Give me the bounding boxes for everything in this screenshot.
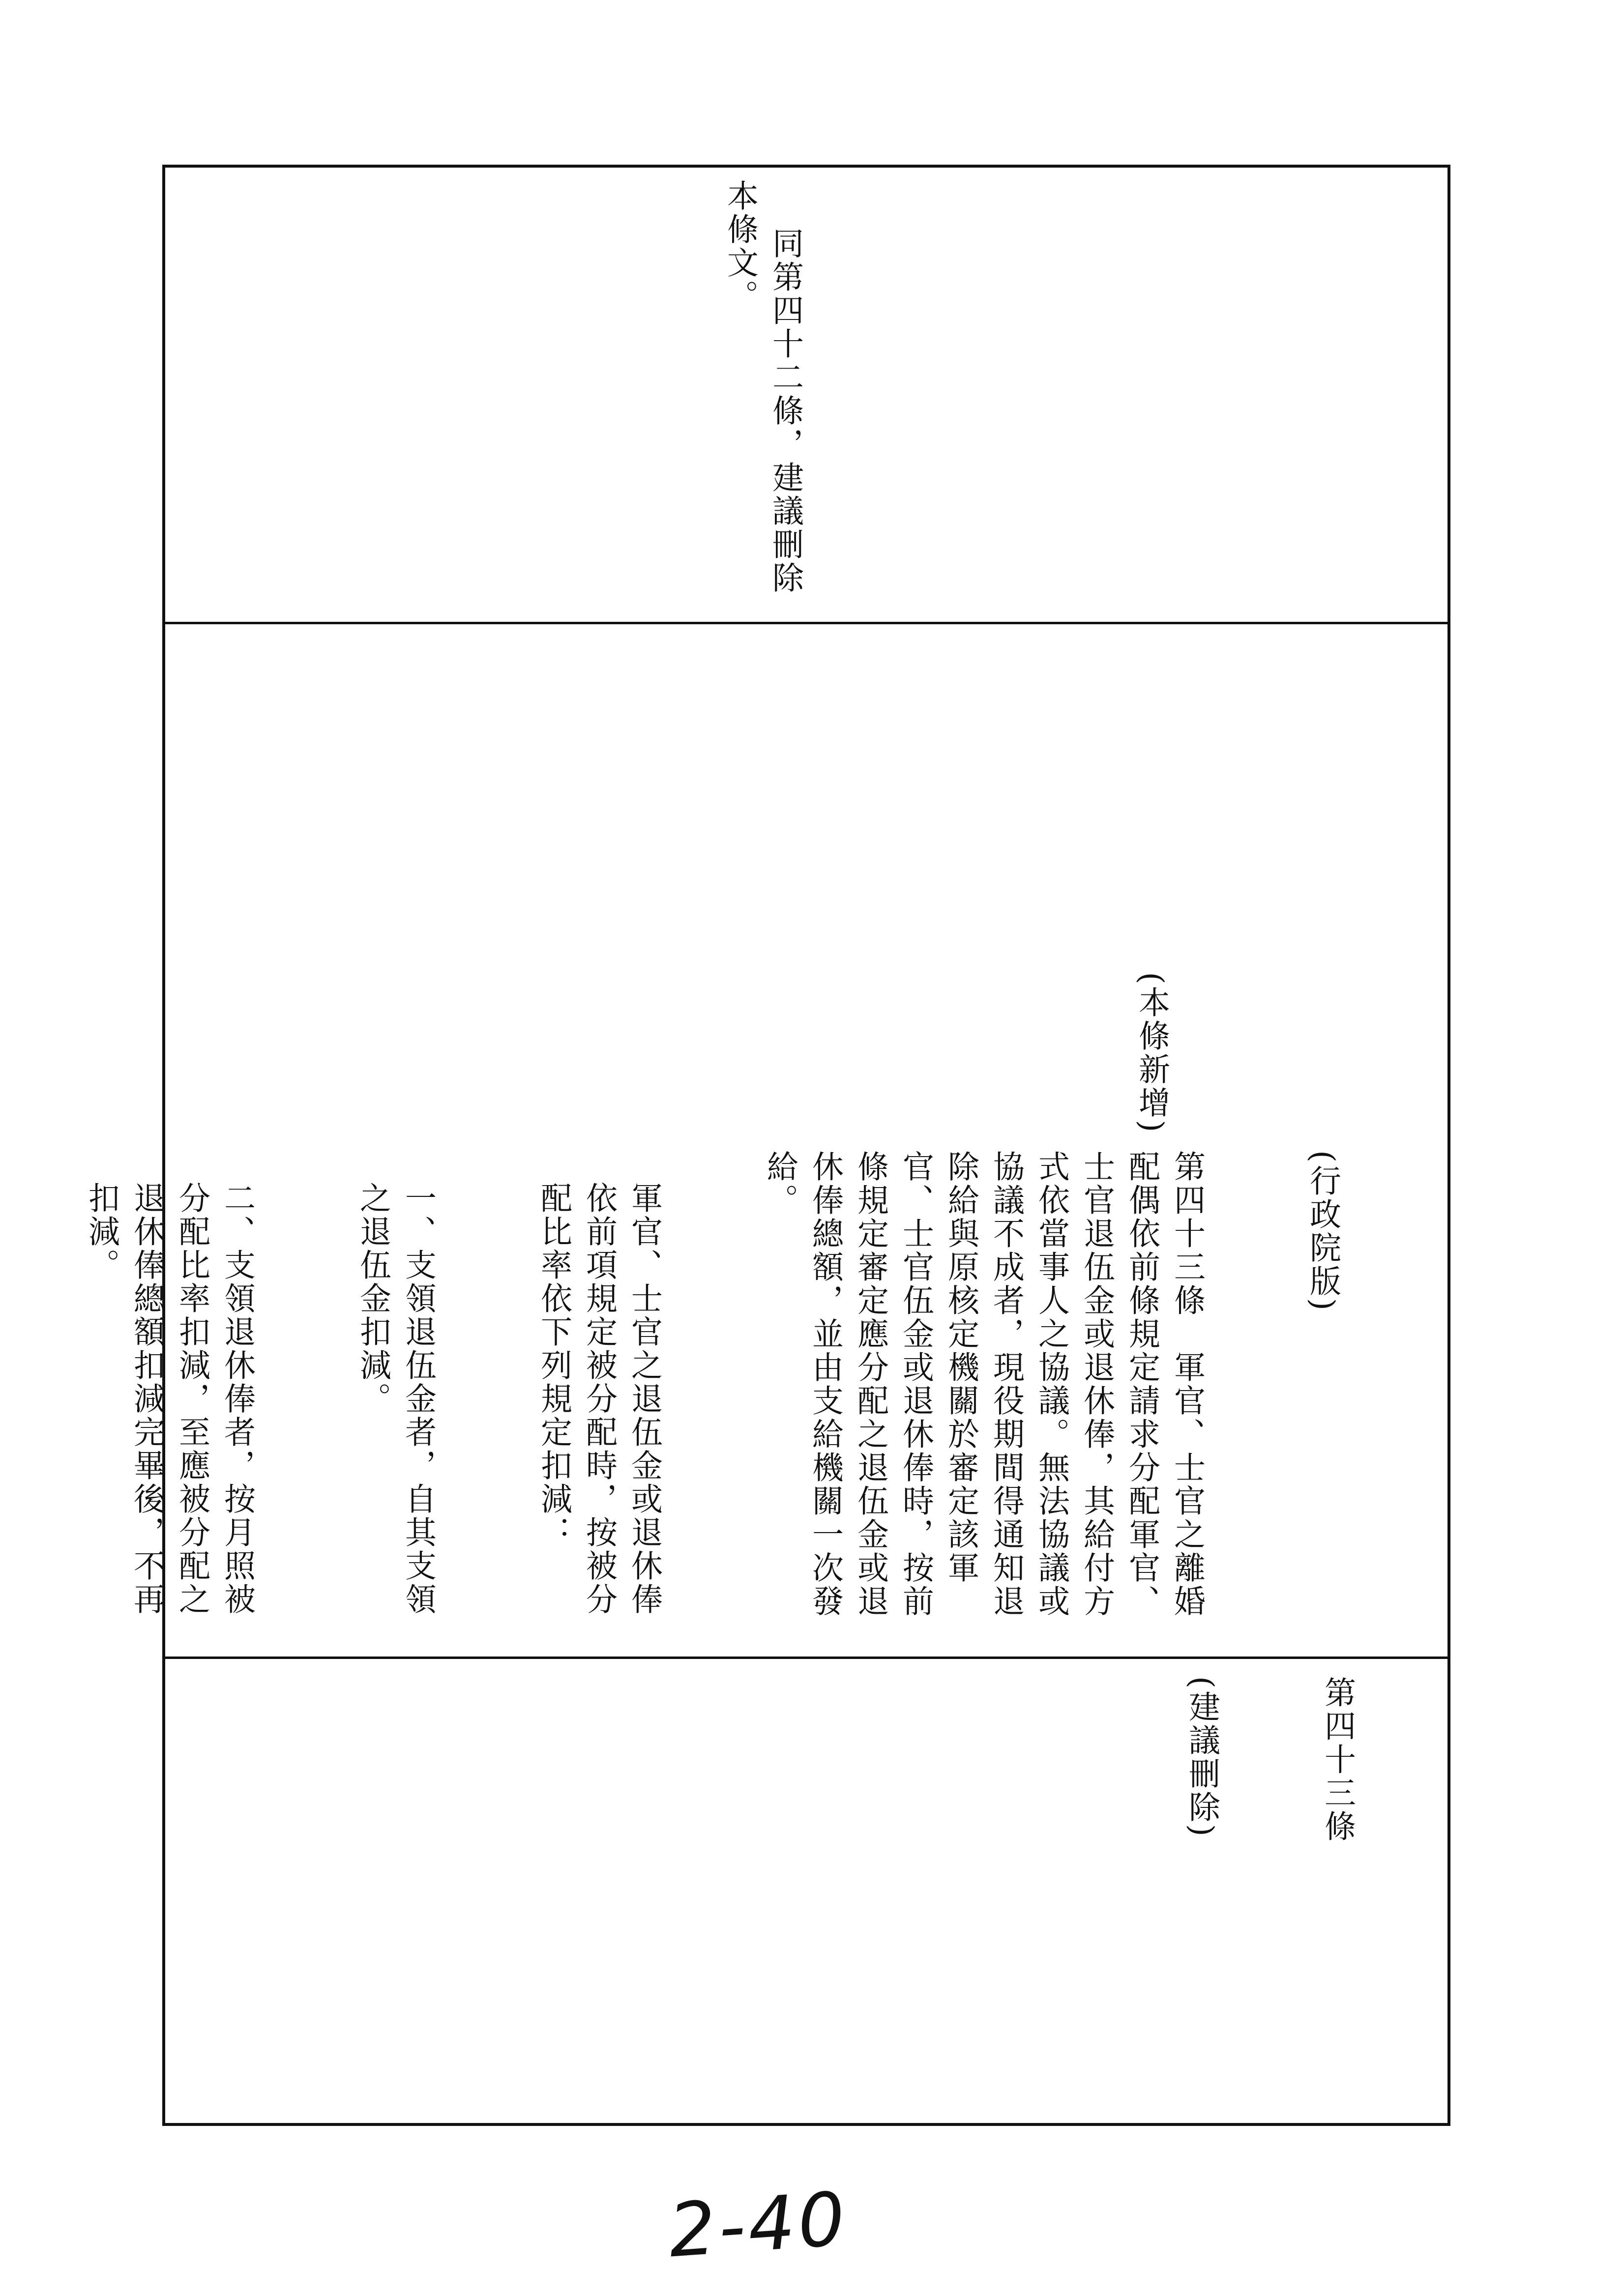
explanation-text: 同第四十二條，建議刪除本條文。 bbox=[722, 179, 803, 595]
table-divider bbox=[162, 622, 1450, 624]
proposal-paragraph: 第四十三條 軍官、士官之離婚配偶依前條規定請求分配軍官、士官退伍金或退休俸，其給付方式依當事人之協議。無法協議或協議不成者，現役期間得通知退除給與原核定機關於審定該軍官、士官伍金或退休俸時，按前條規定審定應分配之退伍金或退休俸總額，並由支給機關一次發給。 bbox=[762, 1150, 1205, 1618]
current-article-status: (建議刪除) bbox=[1183, 1676, 1220, 1838]
current-article-title: 第四十三條 bbox=[1319, 1676, 1356, 1843]
proposal-list-item: 二、支領退休俸者，按月照被分配比率扣減，至應被分配之退休俸總額扣減完畢後，不再扣減。 bbox=[83, 1182, 255, 1616]
table-divider bbox=[162, 1657, 1450, 1659]
proposal-list-item: 一、支領退伍金者，自其支領之退伍金扣減。 bbox=[354, 1182, 436, 1616]
proposal-paragraph: 軍官、士官之退伍金或退休俸依前項規定被分配時，按被分配比率依下列規定扣減： bbox=[535, 1182, 662, 1616]
explanation-cell bbox=[722, 179, 853, 612]
proposal-note: (本條新增) bbox=[1133, 972, 1170, 1134]
current-article-cell bbox=[1183, 1676, 1450, 2119]
proposal-cell bbox=[83, 1150, 1436, 1647]
page-number: 2-40 bbox=[666, 2176, 851, 2274]
version-label: (行政院版) bbox=[1304, 1150, 1341, 1312]
proposal-note-cell bbox=[1133, 924, 1219, 1150]
